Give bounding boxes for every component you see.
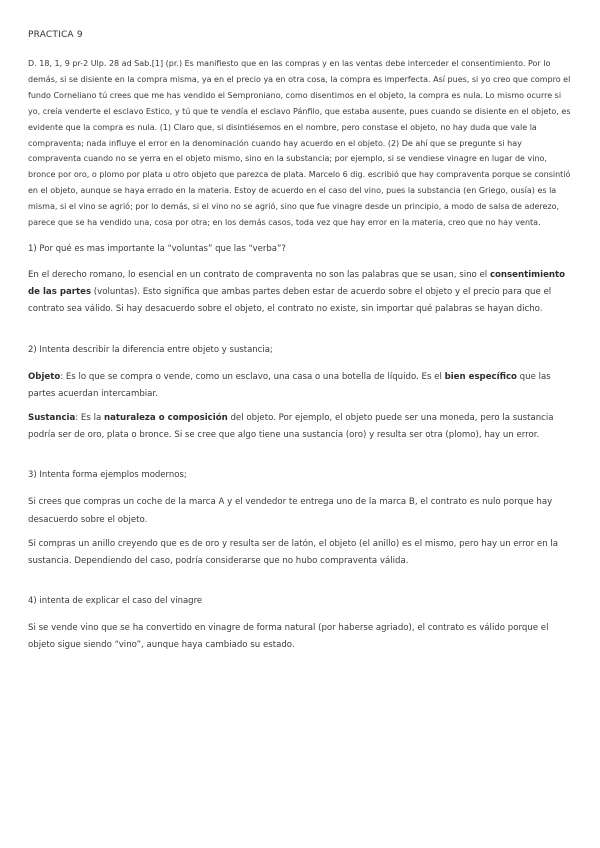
objeto-text-start: : Es lo que se compra o vende, como un esclavo, una casa o una botella de líquido. Es el bbox=[60, 371, 445, 382]
objeto-text-end: que las partes acuerdan intercambiar. bbox=[28, 371, 551, 399]
question-2: 2) Intenta describir la diferencia entre objeto y sustancia; bbox=[28, 344, 273, 355]
answer-3-example-2: Si compras un anillo creyendo que es de oro y resulta ser de latón, el objeto (el anillo) es el mismo, pero hay un error en la sustancia. Dependiendo del caso, podría considerarse que no hubo compraventa válida. bbox=[28, 538, 559, 566]
document-title: PRACTICA 9 bbox=[28, 30, 83, 40]
answer-1-bold-consentimiento: consentimiento de las partes bbox=[28, 269, 566, 298]
objeto-label: Objeto bbox=[28, 371, 61, 382]
question-1: 1) Por qué es mas importante la “voluntas” que las “verba”? bbox=[28, 243, 286, 254]
answer-2-sustancia bbox=[28, 410, 573, 444]
question-4: 4) intenta de explicar el caso del vinagre bbox=[28, 596, 203, 607]
answer-2-objeto bbox=[28, 369, 573, 403]
answer-1 bbox=[28, 267, 573, 319]
answer-3-example-1: Si crees que compras un coche de la marca A y el vendedor te entrega uno de la marca B, el contrato es nulo porque hay desacuerdo sobre el objeto. bbox=[28, 497, 553, 525]
objeto-bold: bien específico bbox=[444, 371, 517, 382]
digest-excerpt: D. 18, 1, 9 pr-2 Ulp. 28 ad Sab.[1] (pr.) Es manifiesto que en las compras y en las ventas debe interceder el consentimiento. Por lo demás, si se disiente en la compra misma, ya en el precio ya en otra cosa, la compra es imperfecta. Así pues, si yo creo que compro el fundo Corneliano tú crees que me has vendido el Semproniano, como disentimos en el objeto, la compra es nula. Lo mismo ocurre si yo, creía venderte el esclavo Estico, y tú que te vendía el esclavo Pánfilo, que estaba ausente, pues cuando se disiente en el objeto, es evidente que la compra es nula. (1) Claro que, si disintiésemos en el nombre, pero constase el objeto, no hay duda que vale la compraventa; nada influye el error en la denominación cuando hay acuerdo en el objeto. (2) De ahí que se pregunte si hay compraventa cuando no se yerra en el objeto mismo, sino en la substancia; por ejemplo, si se vendiese vinagre en lugar de vino, bronce por oro, o plomo por plata u otro objeto que parezca de plata. Marcelo 6 dig. escribió que hay compraventa porque se consintió en el objeto, aunque se haya errado en la materia. Estoy de acuerdo en el caso del vino, pues la substancia (en Griego, ousía) es la misma, si el vino se agrió; por lo demás, si el vino no se agrió, sino que fue vinagre desde un principio, a modo de salsa de aderezo, parece que se ha vendido una, cosa por otra; en los demás casos, toda vez que hay error en la materia, creo que no hay venta. bbox=[28, 59, 571, 228]
answer-1-text-end: (voluntas). Esto significa que ambas partes deben estar de acuerdo sobre el objeto y el precio para que el contrato sea válido. Si hay desacuerdo sobre el objeto, el contrato no existe, sin importar qué palabras se hayan dicho. bbox=[28, 287, 552, 315]
document-page bbox=[28, 30, 573, 655]
answer-1-text-start: En el derecho romano, lo esencial en un contrato de compraventa no son las palabras que se usan, sino el bbox=[28, 269, 490, 280]
sustancia-text-end: del objeto. Por ejemplo, el objeto puede ser una moneda, pero la sustancia podría ser de oro, plata o bronce. Si se cree que algo tiene una sustancia (oro) y resulta ser otra (plomo), hay un error. bbox=[28, 412, 554, 441]
question-3: 3) Intenta forma ejemplos modernos; bbox=[28, 470, 187, 481]
answer-4: Si se vende vino que se ha convertido en vinagre de forma natural (por haberse agriado), el contrato es válido porque el objeto sigue siendo “vino”, aunque haya cambiado su estado. bbox=[28, 623, 549, 651]
sustancia-bold: naturaleza o composición bbox=[103, 412, 228, 423]
sustancia-text-start: : Es la bbox=[75, 412, 104, 423]
sustancia-label: Sustancia bbox=[28, 412, 76, 423]
